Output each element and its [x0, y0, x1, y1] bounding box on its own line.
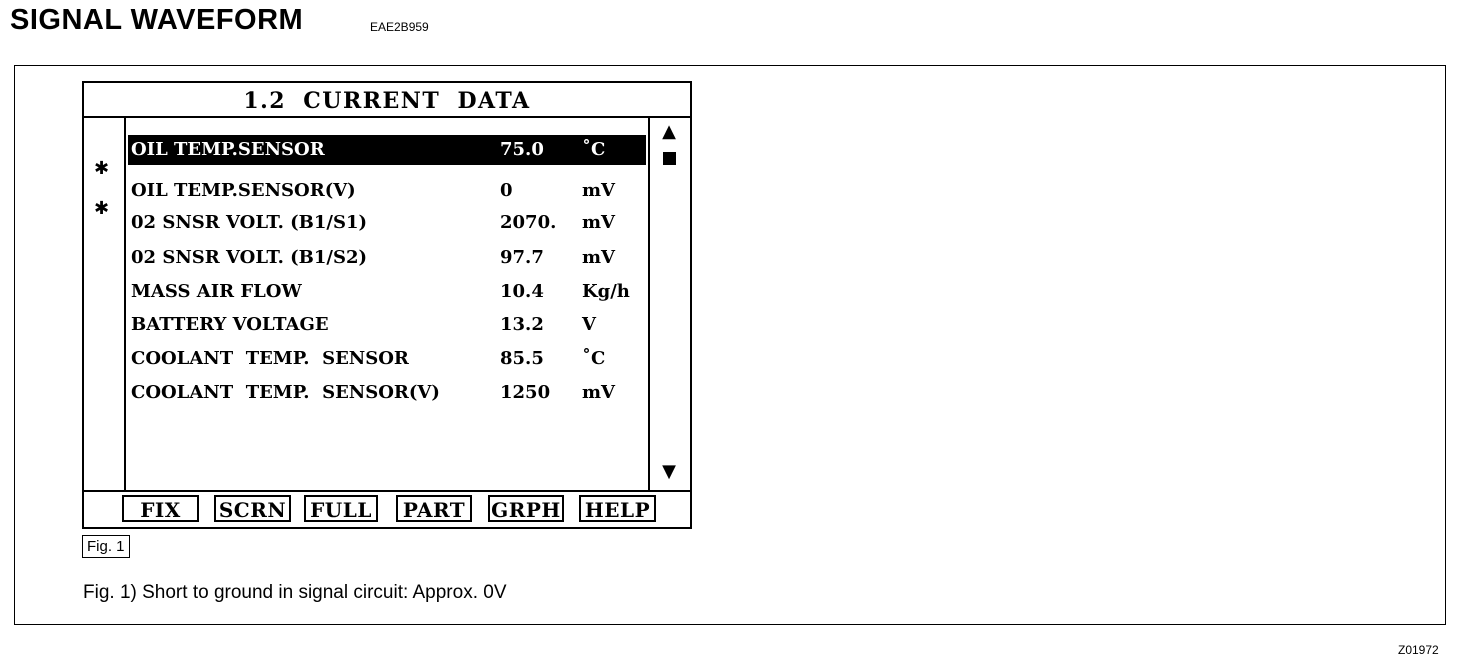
softkey-help-button[interactable]: HELP: [579, 495, 656, 522]
softkey-grph-button[interactable]: GRPH: [488, 495, 564, 522]
parameter-value: 97.7: [500, 247, 544, 268]
document-code: EAE2B959: [370, 20, 429, 34]
softkey-part-button[interactable]: PART: [396, 495, 472, 522]
parameter-value: 2070.: [500, 212, 557, 233]
scroll-up-arrow-icon[interactable]: ▲: [662, 121, 676, 142]
softkey-fix-button[interactable]: FIX: [122, 495, 199, 522]
parameter-value: 1250: [500, 382, 551, 403]
parameter-unit: mV: [582, 180, 616, 201]
asterisk-mark-icon: ✱: [94, 198, 110, 219]
data-row[interactable]: [128, 135, 646, 165]
figure-tag: Fig. 1: [82, 535, 130, 558]
figure-caption: Fig. 1) Short to ground in signal circuit: Approx. 0V: [83, 582, 507, 603]
parameter-name: MASS AIR FLOW: [131, 281, 302, 302]
parameter-value: 10.4: [500, 281, 544, 302]
softkey-bar: [84, 490, 690, 527]
parameter-value: 0: [500, 180, 513, 201]
parameter-unit: mV: [582, 247, 616, 268]
parameter-name: 02 SNSR VOLT. (B1/S2): [131, 247, 367, 268]
parameter-unit: mV: [582, 382, 616, 403]
parameter-name: 02 SNSR VOLT. (B1/S1): [131, 212, 367, 233]
parameter-unit: ˚C: [582, 348, 606, 369]
data-row[interactable]: [128, 378, 646, 408]
parameter-unit: V: [582, 314, 596, 335]
parameter-unit: ˚C: [582, 139, 606, 160]
parameter-value: 85.5: [500, 348, 544, 369]
page-title: SIGNAL WAVEFORM: [10, 4, 304, 36]
softkey-full-button[interactable]: FULL: [304, 495, 378, 522]
parameter-name: COOLANT TEMP. SENSOR(V): [131, 382, 440, 403]
softkey-scrn-button[interactable]: SCRN: [214, 495, 291, 522]
data-row[interactable]: [128, 176, 646, 206]
data-row[interactable]: [128, 243, 646, 273]
scroll-down-arrow-icon[interactable]: ▼: [662, 461, 676, 482]
parameter-name: BATTERY VOLTAGE: [131, 314, 329, 335]
data-row[interactable]: [128, 208, 646, 238]
parameter-name: OIL TEMP.SENSOR(V): [131, 180, 356, 201]
data-list: [124, 118, 650, 490]
parameter-value: 13.2: [500, 314, 544, 335]
parameter-name: OIL TEMP.SENSOR: [131, 139, 325, 160]
figure-code: Z01972: [1398, 643, 1439, 657]
parameter-unit: mV: [582, 212, 616, 233]
parameter-value: 75.0: [500, 139, 544, 160]
asterisk-mark-icon: ✱: [94, 158, 110, 179]
scan-tool-screen: [82, 81, 692, 529]
parameter-name: COOLANT TEMP. SENSOR: [131, 348, 409, 369]
data-row[interactable]: [128, 344, 646, 374]
screen-title: 1.2 CURRENT DATA: [84, 83, 690, 118]
data-row[interactable]: [128, 277, 646, 307]
data-row[interactable]: [128, 310, 646, 340]
scroll-thumb[interactable]: [663, 152, 676, 165]
parameter-unit: Kg/h: [582, 281, 630, 302]
